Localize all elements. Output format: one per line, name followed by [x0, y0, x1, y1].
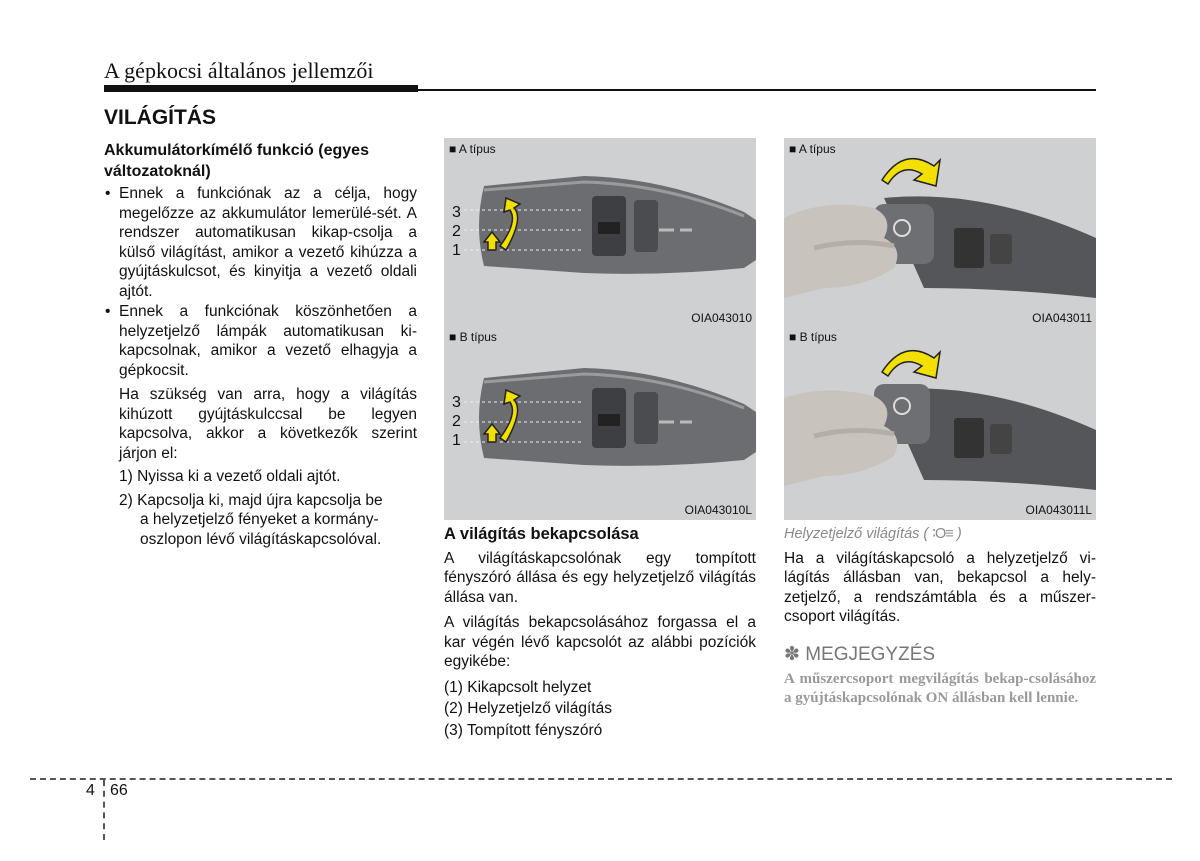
- light-switch-column: [444, 525, 756, 742]
- figure-stalk-type-a: [444, 138, 756, 328]
- step-2: 2) Kapcsolja ki, majd újra kapcsolja be: [119, 491, 383, 509]
- step-1: 1) Nyissa ki a vezető oldali ajtót.: [119, 468, 341, 485]
- battery-saver-column: [104, 140, 417, 549]
- figure-type-label: ■ A típus: [789, 142, 836, 156]
- bullet-item: • Ennek a funkciónak az a célja, hogy megelőzze az akkumulátor lemerülé-sét. A rendszer automatikusan kikap-csolja a külső világítást, amikor a vezető kihúzza a gyújtáskulcsot, és kinyitja a vezető oldali ajtót.: [104, 184, 417, 301]
- parking-light-icon: ∶O≡: [932, 526, 953, 542]
- paragraph: Ha a világításkapcsoló a helyzetjelző vi-lágítás állásban van, bekapcsol a hely-zetjelző, a rendszámtábla és a műszer-csoport világítás.: [784, 549, 1096, 625]
- stalk-illustration: [444, 328, 756, 520]
- footer-vertical-divider: [103, 780, 105, 840]
- bullet-item: • Ennek a funkciónak köszönhetően a helyzetjelző lámpák automatikusan ki-kapcsolnak, amikor a vezető elhagyja a gépkocsit.: [104, 302, 417, 380]
- figure-type-label: ■ A típus: [449, 142, 496, 156]
- position-number-1: 1: [452, 432, 461, 449]
- note-text: A műszercsoport megvilágítás bekap-csolásához a gyújtáskapcsolónak ON állásban kell lennie.: [784, 671, 1096, 706]
- position-number-3: 3: [452, 394, 461, 411]
- light-switch-heading: A világítás bekapcsolása: [444, 525, 639, 543]
- parking-light-heading: [784, 525, 1096, 545]
- instruction-paragraph: Ha szükség van arra, hogy a világítás kihúzott gyújtáskulccsal be legyen kapcsolva, akkor a következők szerint járjon el:: [119, 386, 417, 462]
- figure-type-label: ■ B típus: [449, 330, 497, 344]
- position-number-3: 3: [452, 204, 461, 221]
- parking-light-heading-text: Helyzetjelző világítás (: [784, 526, 929, 542]
- footer-divider: [30, 778, 1172, 780]
- note-title: ✽ MEGJEGYZÉS: [784, 643, 936, 665]
- parking-light-heading-end: ): [956, 526, 962, 542]
- chapter-number: 4: [86, 782, 95, 799]
- page-number: 66: [110, 782, 128, 799]
- list-item: (2) Helyzetjelző világítás: [444, 700, 612, 717]
- chapter-header-title: A gépkocsi általános jellemzői: [104, 58, 374, 83]
- parking-light-column: [784, 525, 1096, 708]
- figure-code: OIA043011L: [1025, 503, 1092, 517]
- figure-stalk-type-b: [444, 328, 756, 520]
- figure-hand-rotate-type-b: [784, 328, 1096, 520]
- paragraph: A világításkapcsolónak egy tompított fényszóró állása és egy helyzetjelző világítás állása van.: [444, 549, 756, 606]
- section-title: VILÁGÍTÁS: [104, 106, 217, 129]
- hand-rotate-illustration: [784, 138, 1096, 328]
- position-number-1: 1: [452, 242, 461, 259]
- battery-saver-heading: Akkumulátorkímélő funkció (egyes változatoknál): [104, 142, 369, 180]
- list-item: (1) Kikapcsolt helyzet: [444, 678, 592, 696]
- paragraph: A világítás bekapcsolásához forgassa el a kar végén lévő kapcsolót az alábbi pozíciók egyikébe:: [444, 614, 756, 670]
- figure-type-label: ■ B típus: [789, 330, 837, 344]
- figure-code: OIA043010: [691, 311, 752, 325]
- figure-code: OIA043010L: [684, 503, 752, 517]
- figure-hand-rotate-type-a: [784, 138, 1096, 328]
- header-rule-thick: [104, 85, 418, 92]
- header-rule-thin: [418, 89, 1096, 91]
- figure-code: OIA043011: [1032, 311, 1092, 325]
- stalk-illustration: [444, 138, 756, 328]
- position-number-2: 2: [452, 223, 461, 240]
- list-item: (3) Tompított fényszóró: [444, 721, 603, 739]
- step-2-continued: a helyzetjelző fényeket a kormány-oszlopon lévő világításkapcsolóval.: [140, 511, 382, 548]
- hand-rotate-illustration: [784, 328, 1096, 520]
- position-number-2: 2: [452, 413, 461, 430]
